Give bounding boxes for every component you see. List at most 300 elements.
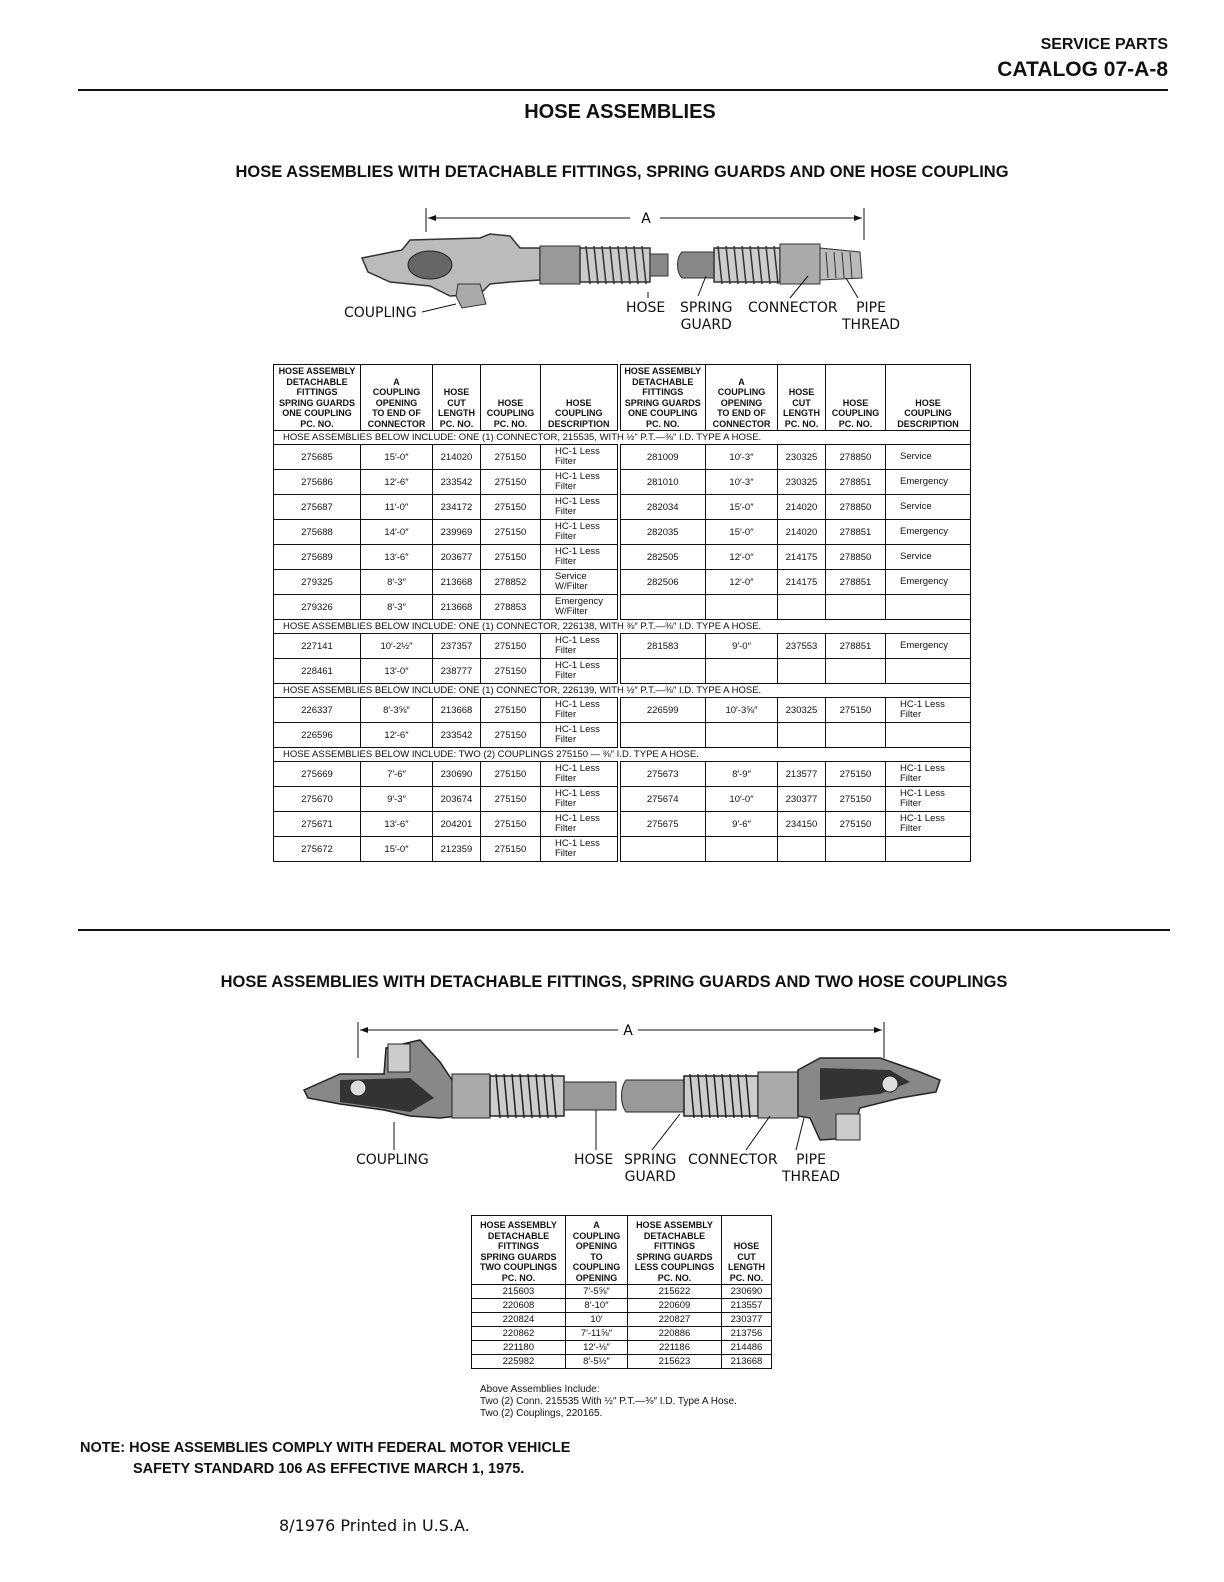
label-pipe-thread-2: PIPE THREAD — [782, 1152, 841, 1185]
table-cell — [481, 570, 541, 595]
header-line: DETACHABLE — [632, 376, 694, 387]
table-cell — [706, 470, 778, 495]
cell-line: Filter — [555, 734, 577, 745]
table-cell: 220824 — [472, 1313, 566, 1327]
diagram-two-couplings — [300, 1018, 950, 1158]
cell-line: HC-1 Less — [555, 813, 600, 824]
table-cell — [619, 634, 706, 659]
label-pipe-thread: PIPE THREAD — [842, 300, 901, 333]
table-header-row — [274, 365, 971, 431]
table-cell — [433, 837, 481, 862]
cell-line: 275670 — [301, 793, 333, 805]
table-cell — [361, 470, 433, 495]
header-line: SPRING GUARDS — [278, 397, 355, 408]
cell-line: HC-1 Less — [555, 635, 600, 646]
table-cell — [433, 787, 481, 812]
table-cell — [481, 520, 541, 545]
table-cell — [778, 545, 826, 570]
cell-line: 7′-6″ — [387, 768, 406, 780]
header-line: DETACHABLE — [487, 1230, 550, 1241]
cell-line: Filter — [555, 670, 577, 681]
header-line: A — [593, 1220, 600, 1230]
table-cell — [778, 837, 826, 862]
table-cell — [361, 698, 433, 723]
cell-line: 12′-6″ — [384, 729, 409, 741]
header-line: OPENING — [720, 397, 763, 408]
table-cell — [619, 495, 706, 520]
table-cell — [361, 812, 433, 837]
cell-line: 275673 — [646, 768, 679, 780]
table-cell — [706, 634, 778, 659]
label-connector-2: CONNECTOR — [688, 1152, 778, 1168]
table-cell — [706, 545, 778, 570]
cell-line: 237357 — [440, 640, 473, 652]
header-line: PC. NO. — [300, 418, 334, 429]
column-header — [628, 1216, 722, 1285]
header-line: FITTINGS — [654, 1241, 695, 1251]
cell-line: Filter — [555, 798, 577, 809]
cell-line: 230325 — [785, 704, 818, 716]
dim-a-label: A — [641, 211, 651, 227]
table-cell — [361, 445, 433, 470]
cell-line: 239969 — [440, 526, 473, 538]
table-cell — [433, 545, 481, 570]
table-cell — [706, 787, 778, 812]
cell-line: 278851 — [839, 476, 872, 488]
table-cell — [361, 570, 433, 595]
table-cell: 213557 — [722, 1299, 772, 1313]
cell-line: 212359 — [440, 843, 473, 855]
cell-line: 9′-0″ — [732, 640, 751, 652]
table-cell — [619, 698, 706, 723]
table-row — [274, 445, 971, 470]
table-row — [472, 1299, 772, 1313]
table-cell — [541, 698, 619, 723]
table-cell: 213756 — [722, 1327, 772, 1341]
table-row — [472, 1285, 772, 1299]
table-cell — [274, 698, 361, 723]
header-line: DESCRIPTION — [897, 418, 959, 429]
table-cell — [274, 470, 361, 495]
cell-line: 275150 — [494, 640, 527, 652]
table-cell: 220609 — [628, 1299, 722, 1313]
cell-line: 10′-3″ — [729, 451, 754, 463]
cell-line: 14′-0″ — [384, 526, 409, 538]
cell-line: 214020 — [440, 451, 473, 463]
cell-line: 278852 — [494, 576, 527, 588]
cell-line: Emergency — [555, 596, 604, 607]
cell-line: HC-1 Less — [555, 763, 600, 774]
table-cell — [481, 762, 541, 787]
page-title: HOSE ASSEMBLIES — [524, 101, 716, 123]
column-header — [886, 365, 971, 431]
cell-line: 275689 — [301, 551, 333, 563]
header-line: PC. NO. — [729, 1272, 764, 1283]
cell-line: 275669 — [301, 768, 333, 780]
table-row — [274, 570, 971, 595]
table-cell — [361, 495, 433, 520]
cell-line: Filter — [555, 531, 577, 542]
header-line: COUPLING — [486, 408, 535, 418]
table-cell: 220886 — [628, 1327, 722, 1341]
cell-line: 204201 — [440, 818, 473, 830]
table-cell: 221186 — [628, 1341, 722, 1355]
cell-line: 282505 — [646, 551, 679, 563]
table-cell: 8′-10″ — [566, 1299, 628, 1313]
table-cell — [274, 762, 361, 787]
table-cell — [274, 787, 361, 812]
table-cell — [706, 837, 778, 862]
cell-line: 278850 — [839, 451, 872, 463]
table-cell — [433, 659, 481, 684]
header-line: COUPLING — [572, 1230, 621, 1241]
table-cell — [826, 445, 886, 470]
header-line: TO END OF — [717, 408, 766, 418]
cell-line: W/Filter — [555, 606, 588, 617]
table-cell — [886, 812, 971, 837]
table-cell — [826, 787, 886, 812]
header-line: COUPLING — [572, 1262, 621, 1272]
table-cell — [826, 723, 886, 748]
table-cell — [433, 495, 481, 520]
cell-line: 275675 — [646, 818, 679, 830]
group-note: HOSE ASSEMBLIES BELOW INCLUDE: ONE (1) CONNECTOR, 226139, WITH ½″ P.T.—⅜″ I.D. TYPE A HOSE. — [274, 684, 971, 698]
table-cell — [706, 762, 778, 787]
cell-line: 8′-3″ — [387, 601, 406, 613]
header-service-parts: SERVICE PARTS — [1040, 36, 1168, 53]
table-cell — [433, 570, 481, 595]
table-cell — [778, 520, 826, 545]
table-cell — [826, 634, 886, 659]
table-cell — [541, 634, 619, 659]
cell-line: 233542 — [440, 729, 473, 741]
header-line: HOSE ASSEMBLY — [480, 1220, 557, 1230]
table-cell — [541, 470, 619, 495]
group-note-row — [274, 431, 971, 445]
table-cell — [886, 595, 971, 620]
cell-line: 275686 — [301, 476, 333, 488]
table-cell — [361, 837, 433, 862]
footnote-line: Above Assemblies Include: — [480, 1384, 600, 1395]
cell-line: 279325 — [301, 576, 333, 588]
cell-line: 12′-0″ — [729, 551, 754, 563]
table-cell — [361, 595, 433, 620]
table-row — [274, 659, 971, 684]
header-line: LESS COUPLINGS — [634, 1262, 715, 1272]
header-line: FITTINGS — [498, 1241, 539, 1251]
table-row — [274, 787, 971, 812]
table-cell — [541, 812, 619, 837]
cell-line: HC-1 Less — [555, 788, 600, 799]
cell-line: 275150 — [494, 665, 527, 677]
table-cell — [361, 762, 433, 787]
header-line: TWO COUPLINGS — [480, 1262, 557, 1272]
header-line: OPENING — [375, 397, 418, 408]
table-cell — [541, 520, 619, 545]
table-cell — [826, 470, 886, 495]
table-cell — [481, 445, 541, 470]
table-row — [274, 812, 971, 837]
header-line: PC. NO. — [784, 418, 819, 429]
cell-line: Filter — [555, 456, 577, 467]
cell-line: 275150 — [494, 843, 527, 855]
table-cell: 225982 — [472, 1355, 566, 1369]
table-cell: 221180 — [472, 1341, 566, 1355]
cell-line: 10′-2½″ — [380, 640, 413, 652]
cell-line: 213668 — [440, 576, 473, 588]
cell-line: HC-1 Less — [555, 471, 600, 482]
header-line: HOSE — [497, 397, 524, 408]
cell-line: Filter — [555, 848, 577, 859]
table-cell — [706, 698, 778, 723]
cell-line: 12′-6″ — [384, 476, 409, 488]
cell-line: 282034 — [646, 501, 679, 513]
table-cell — [706, 595, 778, 620]
header-line: FITTINGS — [642, 387, 684, 397]
header-rule — [78, 89, 1168, 91]
label-coupling-2: COUPLING — [356, 1152, 429, 1168]
table-cell: 7′-5⅝″ — [566, 1285, 628, 1299]
table-cell — [826, 812, 886, 837]
table-cell — [481, 595, 541, 620]
header-line: HOSE ASSEMBLY — [636, 1220, 713, 1230]
table-cell: 220862 — [472, 1327, 566, 1341]
cell-line: HC-1 Less — [555, 699, 600, 710]
header-line: PC. NO. — [501, 1272, 536, 1283]
cell-line: 238777 — [440, 665, 473, 677]
header-line: PC. NO. — [645, 418, 680, 429]
header-line: FITTINGS — [296, 387, 338, 397]
cell-line: Filter — [900, 709, 922, 720]
cell-line: 281009 — [646, 451, 679, 463]
table-cell: 214486 — [722, 1341, 772, 1355]
table-cell — [778, 495, 826, 520]
table-cell — [706, 812, 778, 837]
cell-line: Emergency — [900, 526, 949, 537]
cell-line: 275671 — [301, 818, 333, 830]
table-cell — [274, 837, 361, 862]
table-cell — [541, 659, 619, 684]
cell-line: 281010 — [646, 476, 679, 488]
table-cell — [619, 570, 706, 595]
cell-line: 214020 — [785, 526, 818, 538]
cell-line: HC-1 Less — [555, 496, 600, 507]
header-line: SPRING GUARDS — [624, 397, 701, 408]
cell-line: 9′-3″ — [387, 793, 406, 805]
header-line: LENGTH — [438, 408, 475, 418]
table-row — [274, 545, 971, 570]
table-cell — [541, 787, 619, 812]
table-cell — [433, 723, 481, 748]
cell-line: 226596 — [301, 729, 333, 741]
table-cell — [886, 520, 971, 545]
cell-line: 278850 — [839, 551, 872, 563]
cell-line: HC-1 Less — [555, 724, 600, 735]
cell-line: 226599 — [646, 704, 679, 716]
cell-line: Filter — [900, 798, 922, 809]
cell-line: 230690 — [440, 768, 473, 780]
cell-line: 13′-0″ — [384, 665, 409, 677]
cell-line: 15′-0″ — [729, 526, 754, 538]
cell-line: 9′-6″ — [732, 818, 751, 830]
table-cell — [433, 698, 481, 723]
group-note: HOSE ASSEMBLIES BELOW INCLUDE: ONE (1) CONNECTOR, 226138, WITH ⅜″ P.T.—⅜″ I.D. TYPE A HOSE. — [274, 620, 971, 634]
table-cell — [778, 723, 826, 748]
header-line: DETACHABLE — [643, 1230, 706, 1241]
header-line: COUPLING — [554, 408, 603, 418]
table-row — [472, 1313, 772, 1327]
table-cell — [481, 545, 541, 570]
cell-line: 214020 — [785, 501, 818, 513]
table-cell — [274, 445, 361, 470]
column-header — [361, 365, 433, 431]
table-cell — [274, 495, 361, 520]
table-cell — [778, 470, 826, 495]
cell-line: 275150 — [494, 768, 527, 780]
cell-line: Emergency — [900, 576, 949, 587]
cell-line: 275150 — [494, 793, 527, 805]
header-line: HOSE — [842, 397, 869, 408]
cell-line: 10′-3⅝″ — [725, 704, 758, 716]
cell-line: 278853 — [494, 601, 527, 613]
cell-line: Service — [900, 451, 932, 462]
cell-line: Service — [900, 551, 932, 562]
table-cell — [541, 762, 619, 787]
cell-line: 234150 — [785, 818, 818, 830]
cell-line: Filter — [555, 556, 577, 567]
table-row — [274, 723, 971, 748]
cell-line: 275685 — [301, 451, 333, 463]
header-line: HOSE ASSEMBLY — [278, 366, 356, 376]
table-cell — [541, 570, 619, 595]
table-cell — [481, 470, 541, 495]
dim-a-label-2: A — [623, 1023, 633, 1039]
table-cell — [361, 787, 433, 812]
table-row — [274, 762, 971, 787]
cell-line: 203674 — [440, 793, 473, 805]
table-cell — [886, 570, 971, 595]
cell-line: 234172 — [440, 501, 473, 513]
table-cell — [886, 495, 971, 520]
cell-line: 13′-6″ — [384, 818, 409, 830]
cell-line: 15′-0″ — [384, 843, 409, 855]
table-cell: 12′-⅛″ — [566, 1341, 628, 1355]
table-cell — [274, 659, 361, 684]
footnote-line: Two (2) Couplings, 220165. — [480, 1408, 603, 1419]
group-note: HOSE ASSEMBLIES BELOW INCLUDE: ONE (1) CONNECTOR, 215535, WITH ½" P.T.—⅜" I.D. TYPE A HOSE. — [274, 431, 971, 445]
cell-line: 8′-3″ — [387, 576, 406, 588]
table-cell — [826, 520, 886, 545]
table-cell — [778, 595, 826, 620]
table-cell — [886, 634, 971, 659]
table-cell — [619, 837, 706, 862]
table-cell — [706, 520, 778, 545]
table-cell: 8′-5½″ — [566, 1355, 628, 1369]
table-cell — [826, 570, 886, 595]
table-cell: 215622 — [628, 1285, 722, 1299]
table-cell — [361, 634, 433, 659]
section2-title: HOSE ASSEMBLIES WITH DETACHABLE FITTINGS, SPRING GUARDS AND TWO HOSE COUPLINGS — [220, 973, 1008, 991]
header-line: A — [393, 376, 400, 387]
table-cell — [886, 837, 971, 862]
table-row — [274, 634, 971, 659]
table-cell — [541, 595, 619, 620]
table-cell — [433, 595, 481, 620]
cell-line: 281583 — [646, 640, 679, 652]
table-cell: 230690 — [722, 1285, 772, 1299]
footnote-two-couplings — [480, 1384, 737, 1420]
table-cell — [706, 723, 778, 748]
cell-line: 214175 — [785, 551, 818, 563]
header-line: COUPLING — [831, 408, 880, 418]
table-cell: 215603 — [472, 1285, 566, 1299]
printed-date: 8/1976 Printed in U.S.A. — [279, 1516, 470, 1535]
column-header — [706, 365, 778, 431]
one-coupling-table — [273, 364, 971, 862]
cell-line: HC-1 Less — [555, 838, 600, 849]
header-line: PC. NO. — [657, 1272, 692, 1283]
header-line: DESCRIPTION — [547, 418, 610, 429]
table-cell — [433, 520, 481, 545]
cell-line: 278851 — [839, 576, 872, 588]
cell-line: 275150 — [839, 818, 872, 830]
cell-line: 275688 — [301, 526, 333, 538]
cell-line: 275150 — [494, 704, 527, 716]
cell-line: 275150 — [494, 476, 527, 488]
cell-line: HC-1 Less — [900, 813, 945, 824]
cell-line: Service — [900, 501, 932, 512]
cell-line: 8′-3⅝″ — [383, 704, 410, 716]
cell-line: 275150 — [494, 551, 527, 563]
table-cell — [826, 659, 886, 684]
header-line: DETACHABLE — [286, 376, 348, 387]
column-header — [274, 365, 361, 431]
table-cell — [778, 762, 826, 787]
header-line: COUPLING — [904, 408, 952, 418]
group-note-row — [274, 620, 971, 634]
table-cell — [619, 723, 706, 748]
table-row — [274, 837, 971, 862]
cell-line: 213668 — [440, 704, 473, 716]
cell-line: 228461 — [301, 665, 333, 677]
header-line: CUT — [792, 397, 811, 408]
label-connector: CONNECTOR — [748, 300, 838, 316]
cell-line: 230325 — [785, 476, 818, 488]
cell-line: 275150 — [494, 818, 527, 830]
table-cell — [541, 545, 619, 570]
cell-line: HC-1 Less — [900, 699, 945, 710]
table-cell — [706, 570, 778, 595]
compliance-note-line1: NOTE: HOSE ASSEMBLIES COMPLY WITH FEDERAL MOTOR VEHICLE — [80, 1440, 571, 1456]
compliance-note-line2: SAFETY STANDARD 106 AS EFFECTIVE MARCH 1, 1975. — [133, 1461, 525, 1477]
section-divider — [78, 929, 1170, 931]
table-cell — [274, 520, 361, 545]
table-row — [472, 1341, 772, 1355]
cell-line: 10′-3″ — [729, 476, 754, 488]
header-line: COUPLING — [372, 387, 421, 397]
cell-line: 213577 — [785, 768, 818, 780]
label-hose: HOSE — [626, 300, 666, 316]
column-header — [722, 1216, 772, 1285]
table-cell — [619, 520, 706, 545]
cell-line: Filter — [555, 481, 577, 492]
header-line: TO — [590, 1251, 603, 1262]
cell-line: 233542 — [440, 476, 473, 488]
cell-line: 237553 — [785, 640, 818, 652]
cell-line: 10′-0″ — [729, 793, 754, 805]
table-cell — [826, 762, 886, 787]
footnote-line: Two (2) Conn. 215535 With ½″ P.T.—⅜″ I.D. Type A Hose. — [480, 1396, 737, 1407]
